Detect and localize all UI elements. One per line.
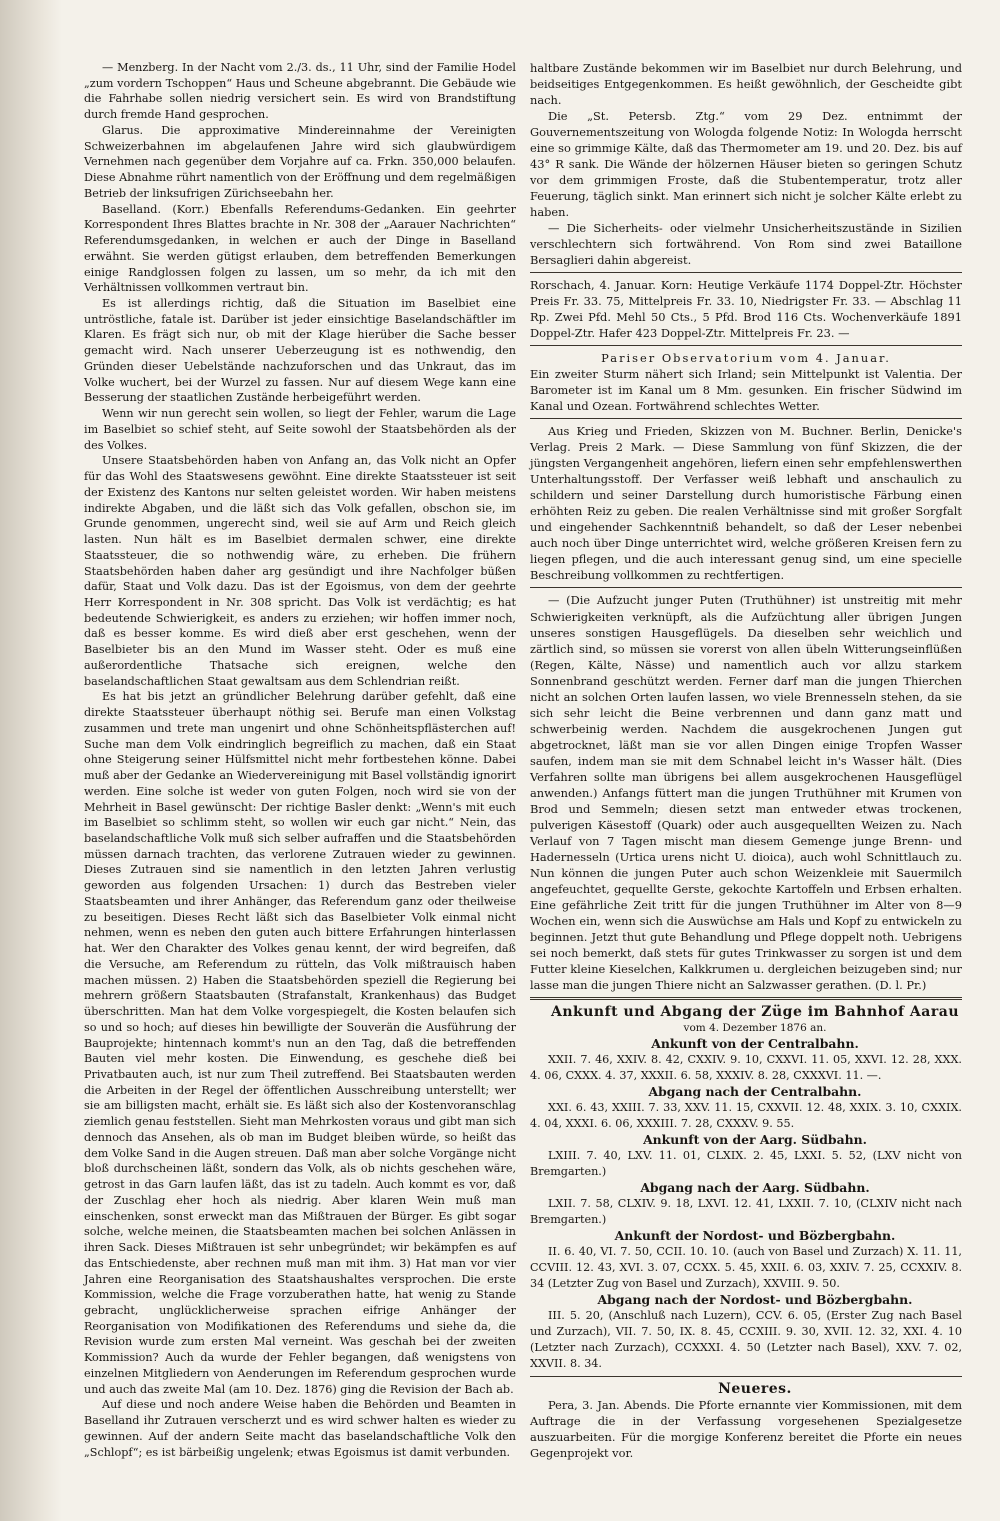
train-schedule-subtitle: vom 4. Dezember 1876 an. (683, 1021, 827, 1034)
baselland-paragraph-6: Auf diese und noch andere Weise haben die Behörden und Beamten in Baselland ihr Zutrauen verscherzt und es wird schwer halten es wieder zu gewinnen. Auf der andern Seite macht das baselandschaftliche Volk den „Schlopf“; es ist bärbeißig ungelenk; etwas Egoismus ist damit verbunden. (84, 1398, 516, 1459)
baselland-continuation: haltbare Zustände bekommen wir im Baselbiet nur durch Belehrung, und beidseitiges Entgegenkommen. Es heißt gewöhnlich, der Gescheidte gibt nach. (530, 61, 962, 108)
divider (530, 418, 962, 419)
train-schedule-title: Ankunft und Abgang der Züge im Bahnhof Aarau (551, 1003, 959, 1020)
article-turkey-rearing: — (Die Aufzucht junger Puten (Truthühner) ist unstreitig mit mehr Schwierigkeiten verknüpft, als die Aufzüchtung aller übrigen Jungen unseres sonstigen Hausgeflügels. Da dieselben sehr weichlich und zärtlich sind, so müssen sie vorerst von allen übeln Witterungseinflüßen (Regen, Kälte, Nässe) und namentlich auch vor allzu starkem Sonnenbrand geschützt werden. Ferner darf man die jungen Thierchen nicht an solchen Orten laufen lassen, wo viele Brennesseln stehen, da sie sich sehr leicht die Beine verbrennen und dann ganz matt und schwerbeinig werden. Nachdem die ausgekrochenen Jungen gut abgetrocknet, läßt man sie vor allen Dingen einige Tropfen Wasser saufen, indem man sie mit dem Schnabel leicht in's Wasser hält. (Dies Verfahren sollte man übrigens bei allem ausgekrochenen Hausgeflügel anwenden.) Anfangs füttert man die jungen Truthühner mit Krumen von Brod und Semmeln; diesen setzt man entweder etwas trockenen, pulverigen Käsestoff (Quark) oder auch ausgequellten Weizen zu. Nach Verlauf von 7 Tagen mischt man diesem Gemenge junge Brenn- und Hadernesseln (Urtica urens nicht U. dioica), auch wohl Schnittlauch zu. Nun können die jungen Puter auch schon Weizenkleie mit Sauermilch angefeuchtet, gequellte Gerste, gekochte Kartoffeln und Erbsen erhalten. Eine gefährliche Zeit tritt für die jungen Truthühner im Alter von 8—9 Wochen ein, wenn sich die Auswüchse am Hals und Kopf zu entwickeln zu beginnen. Jetzt thut gute Behandlung und Pflege doppelt noth. Uebrigens sei noch bemerkt, daß stets für gutes Trinkwasser zu sorgen ist und dem Futter kleine Kieselchen, Kalkkrumen u. dergleichen beizugeben sind; nur lasse man die jungen Thiere nicht an Salzwasser gerathen. (D. l. Pr.) (530, 593, 962, 992)
article-sicily: — Die Sicherheits- oder vielmehr Unsicherheitszustände in Sizilien verschlechtern sich fortwährend. Von Rom sind zwei Bataillone Bersaglieri dahin abgereist. (530, 221, 962, 268)
train-times-arrival-south: LXIII. 7. 40, LXV. 11. 01, CLXIX. 2. 45, LXXI. 5. 52, (LXV nicht von Bremgarten.) (530, 1149, 962, 1179)
train-times-arrival-northeast: II. 6. 40, VI. 7. 50, CCII. 10. 10. (auch von Basel und Zurzach) X. 11. 11, CCVIII. 12. 43, XVI. 3. 07, CCXX. 5. 45, XXII. 6. 03, XXIV. 7. 25, CCXXIV. 8. 34 (Letzter Zug von Basel und Zurzach), XXVIII. 9. 50. (530, 1245, 962, 1291)
article-wologda-cold: Die „St. Petersb. Ztg.“ vom 29 Dez. entnimmt der Gouvernementszeitung von Wologda folgende Notiz: In Wologda herrscht eine so grimmige Kälte, daß das Thermometer am 19. und 20. Dez. bis auf 43° R sank. Die Wände der hölzernen Häuser bieten so geringen Schutz vor dem grimmigen Froste, daß die Stubentemperatur, trotz aller Feuerung, täglich sinkt. Man erinnert sich nicht je solcher Kälte erlebt zu haben. (530, 109, 962, 220)
train-heading-arrival-south: Ankunft von der Aarg. Südbahn. (643, 1132, 867, 1147)
divider (530, 1376, 962, 1377)
neueres-heading: Neueres. (718, 1381, 792, 1398)
weather-report: Ein zweiter Sturm nähert sich Irland; sein Mittelpunkt ist Valentia. Der Barometer ist im Kanal um 8 Mm. gesunken. Ein frischer Südwind im Kanal und Ozean. Fortwährend schlechtes Wetter. (530, 367, 962, 414)
article-baselland: Baselland. (Korr.) Ebenfalls Referendums-Gedanken. Ein geehrter Korrespondent Ihres Blattes brachte in Nr. 308 der „Aarauer Nachrichten“ Referendumsgedanken, in welchen er auch der Dinge in Baselland erwähnt. Sie werden gütigst erlauben, dem betreffenden Bemerkungen einige Randglossen folgen zu lassen, um so mehr, da ich mit den Verhältnissen vollkommen vertraut bin. (84, 202, 516, 295)
train-times-departure-northeast: III. 5. 20, (Anschluß nach Luzern), CCV. 6. 05, (Erster Zug nach Basel und Zurzach), VII. 7. 50, IX. 8. 45, CCXIII. 9. 30, XVII. 12. 32, XXI. 4. 10 (Letzter nach Zurzach), CCXXXI. 4. 50 (Letzter nach Basel), XXV. 7. 02, XXVII. 8. 34. (530, 1309, 962, 1371)
page-gutter-shadow (0, 0, 62, 1521)
divider (530, 997, 962, 1000)
market-report: Rorschach, 4. Januar. Korn: Heutige Verkäufe 1174 Doppel-Ztr. Höchster Preis Fr. 33. 75, Mittelpreis Fr. 33. 10, Niedrigster Fr. 33. — Abschlag 11 Rp. Zwei Pfd. Mehl 50 Cts., 5 Pfd. Brod 116 Cts. Wochenverkäufe 1891 Doppel-Ztr. Hafer 423 Doppel-Ztr. Mittelpreis Fr. 23. — (530, 278, 962, 341)
train-times-departure-central: XXI. 6. 43, XXIII. 7. 33, XXV. 11. 15, CXXVII. 12. 48, XXIX. 3. 10, CXXIX. 4. 04, XXXI. 6. 06, XXXIII. 7. 28, CXXXV. 9. 55. (530, 1100, 962, 1130)
train-times-departure-south: LXII. 7. 58, CLXIV. 9. 18, LXVI. 12. 41, LXXII. 7. 10, (CLXIV nicht nach Bremgarten.) (530, 1197, 962, 1227)
baselland-paragraph-3: Wenn wir nun gerecht sein wollen, so liegt der Fehler, warum die Lage im Baselbiet so schief steht, auf Seite sowohl der Staatsbehörden als der des Volkes. (84, 407, 516, 452)
baselland-paragraph-4: Unsere Staatsbehörden haben von Anfang an, das Volk nicht an Opfer für das Wohl des Staatswesens gewöhnt. Eine direkte Staatssteuer ist seit der Existenz des Kantons nur selten geleistet worden. Wir haben meistens indirekte Abgaben, und die läßt sich das Volk gefallen, obschon sie, im Grunde genommen, ungerecht sind, weil sie auf Arm und Reich gleich lasten. Nun hält es im Baselbiet dermalen schwer, eine direkte Staatssteuer, die so nothwendig wäre, zu erheben. Die frühern Staatsbehörden haben daher arg gesündigt und ihre Nachfolger büßen dafür, Staat und Volk dazu. Das ist der Egoismus, von dem der geehrte Herr Korrespondent in Nr. 308 spricht. Das Volk ist verdächtig; es hat bedeutende Schwierigkeit, es anders zu erziehen; wir hoffen immer noch, daß es besser komme. Es wird dieß aber erst geschehen, wenn der Baselbieter bis an den Mund im Wasser steht. Oder es muß eine außerordentliche Thatsache sich ereignen, welche den baselandschaftlichen Staat gewaltsam aus dem Schlendrian reißt. (84, 454, 516, 688)
article-glarus: Glarus. Die approximative Mindereinnahme der Vereinigten Schweizerbahnen im abgelaufenen Jahre wird sich glaubwürdigem Vernehmen nach gegenüber dem Vorjahre auf ca. Frkn. 350,000 belaufen. Diese Abnahme rührt namentlich von der Eröffnung und dem regelmäßigen Betrieb der linksufrigen Zürichseebahn her. (84, 123, 516, 200)
train-times-arrival-central: XXII. 7. 46, XXIV. 8. 42, CXXIV. 9. 10, CXXVI. 11. 05, XXVI. 12. 28, XXX. 4. 06, CXXX. 4. 37, XXXII. 6. 58, XXXIV. 8. 28, CXXXVI. 11. —. (530, 1052, 962, 1082)
left-column (84, 60, 516, 1460)
baselland-paragraph-5: Es hat bis jetzt an gründlicher Belehrung darüber gefehlt, daß eine direkte Staatssteuer überhaupt nöthig sei. Berufe man einen Volkstag zusammen und trete man ungenirt und ohne Schönheitspflästerchen auf! Suche man dem Volk eindringlich begreiflich zu machen, daß ein Staat ohne Steigerung seiner Hülfsmittel nicht mehr fortbestehen könne. Dabei muß aber der Gedanke an Wiedervereinigung mit Basel vollständig ignorirt werden. Eine solche ist weder von guten Folgen, noch wird sie von der Mehrheit in Basel gewünscht: Der richtige Basler denkt: „Wenn's mit euch im Baselbiet so schlimm steht, so wollen wir euch gar nicht.“ Nein, das baselandschaftliche Volk muß sich selber aufraffen und die Staatsbehörden müssen darnach trachten, das verlorene Zutrauen wieder zu gewinnen. Dieses Zutrauen sind sie namentlich in den letzten Jahren verlustig geworden aus folgenden Ursachen: 1) durch das Bestreben vieler Staatsbeamten und ihrer Anhänger, das Referendum ganz oder theilweise zu beseitigen. Dieses Recht läßt sich das Baselbieter Volk einmal nicht nehmen, wenn es neben den guten auch bittere Erfahrungen hinterlassen hat. Wer den Charakter des Volkes genau kennt, der wird begreifen, daß die Versuche, am Referendum zu rütteln, das Volk mißtrauisch haben machen müssen. 2) Haben die Staatsbehörden speziell die Regierung bei mehrern größern Staatsbauten (Strafanstalt, Krankenhaus) das Budget überschritten. Man hat dem Volke vorgespiegelt, die Kosten belaufen sich so und so hoch; auf dieses hin bewilligte der Souverän die Ausführung der Bauprojekte; hintennach kommt's nun an den Tag, daß die betreffenden Bauten viel mehr kosten. Die Einwendung, es geschehe dieß bei Privatbauten auch, ist nur zum Theil zutreffend. Bei Staatsbauten werden die Arbeiten in der Regel der öffentlichen Ausschreibung unterstellt; wer sie am billigsten macht, erhält sie. Es läßt sich also der Kostenvoranschlag ziemlich genau feststellen. Sieht man Mehrkosten voraus und gibt man sich dennoch das Ansehen, als ob man im Budget bleiben würde, so heißt das dem Volke Sand in die Augen streuen. Daß man aber solche Vorgänge nicht bloß durchscheinen läßt, sondern das Volk, als ob nichts geschehen wäre, getrost in das Garn laufen läßt, das ist zu tadeln. Auch kommt es vor, daß der Zuschlag eher hoch als niedrig. Aber klaren Wein muß man einschenken, sonst erweckt man das Mißtrauen der Bürger. Es gibt sogar solche, welche meinen, die Staatsbeamten machen bei solchen Anlässen in ihren Sack. Dieses Mißtrauen ist sehr unbegründet; wir bekämpfen es auf das Entschiedenste, aber rechnen muß man mit ihm. 3) Hat man vor vier Jahren eine Reorganisation des Staatshaushaltes versprochen. Die erste Kommission, welche die Frage vorzuberathen hatte, hat wenig zu Stande gebracht, unglücklicherweise sprachen eifrige Anhänger der Reorganisation von Modifikationen des Referendums und siehe da, die Revision wurde zum ersten Mal verneint. Was geschah bei der zweiten Kommission? Auch da wurde der Fehler begangen, daß wenigstens von einzelnen Mitgliedern von Aenderungen im Referendum gesprochen wurde und auch das zweite Mal (am 10. Dez. 1876) ging die Revision der Bach ab. (84, 690, 516, 1396)
divider (530, 272, 962, 273)
book-review: Aus Krieg und Frieden, Skizzen von M. Buchner. Berlin, Denicke's Verlag. Preis 2 Mark. — Diese Sammlung von fünf Skizzen, die der jüngsten Vergangenheit angehören, liefern einen sehr empfehlenswerthen Unterhaltungsstoff. Der Verfasser weiß lebhaft und anschaulich zu schildern und seiner Darstellung durch humoristische Färbung einen erhöhten Reiz zu geben. Die realen Verhältnisse sind mit großer Sorgfalt und eingehender Sachkenntniß behandelt, so daß der Leser nebenbei auch noch über Dinge unterrichtet wird, welche größeren Kreisen fern zu liegen pflegen, und die auch interessant genug sind, um eine specielle Beschreibung vollkommen zu rechtfertigen. (530, 424, 962, 583)
divider (530, 345, 962, 346)
divider (530, 587, 962, 588)
baselland-paragraph-2: Es ist allerdings richtig, daß die Situation im Baselbiet eine untröstliche, fatale ist. Darüber ist jeder einsichtige Baselandschäftler im Klaren. Es frägt sich nur, ob mit der Klage hierüber die Sache besser gemacht wird. Nach unserer Ueberzeugung ist es nothwendig, den Gründen dieser Uebelstände nachzuforschen und das Unkraut, das im Volke wuchert, bei der Wurzel zu fassen. Nur auf diesem Wege kann eine Besserung der staatlichen Zustände herbeigeführt werden. (84, 297, 516, 405)
train-heading-arrival-northeast: Ankunft der Nordost- und Bözbergbahn. (614, 1228, 896, 1244)
article-pera: Pera, 3. Jan. Abends. Die Pforte ernannte vier Kommissionen, mit dem Auftrage die in der Verfassung vorgesehenen Spezialgesetze auszuarbeiten. Für die morgige Konferenz bereitet die Pforte ein neues Gegenprojekt vor. (530, 1398, 962, 1461)
train-heading-arrival-central: Ankunft von der Centralbahn. (651, 1035, 859, 1051)
train-heading-departure-south: Abgang nach der Aarg. Südbahn. (640, 1180, 870, 1196)
right-column (530, 60, 962, 1461)
train-heading-departure-central: Abgang nach der Centralbahn. (648, 1083, 862, 1099)
weather-heading: Pariser Observatorium vom 4. Januar. (601, 351, 891, 366)
train-heading-departure-northeast: Abgang nach der Nordost- und Bözbergbahn. (597, 1292, 913, 1308)
article-menzberg: — Menzberg. In der Nacht vom 2./3. ds., 11 Uhr, sind der Familie Hodel „zum vordern Tschoppen“ Haus und Scheune abgebrannt. Die Gebäude wie die Fahrhabe sollen niedrig versichert sein. Es wird von Brandstiftung durch fremde Hand gesprochen. (84, 61, 516, 122)
